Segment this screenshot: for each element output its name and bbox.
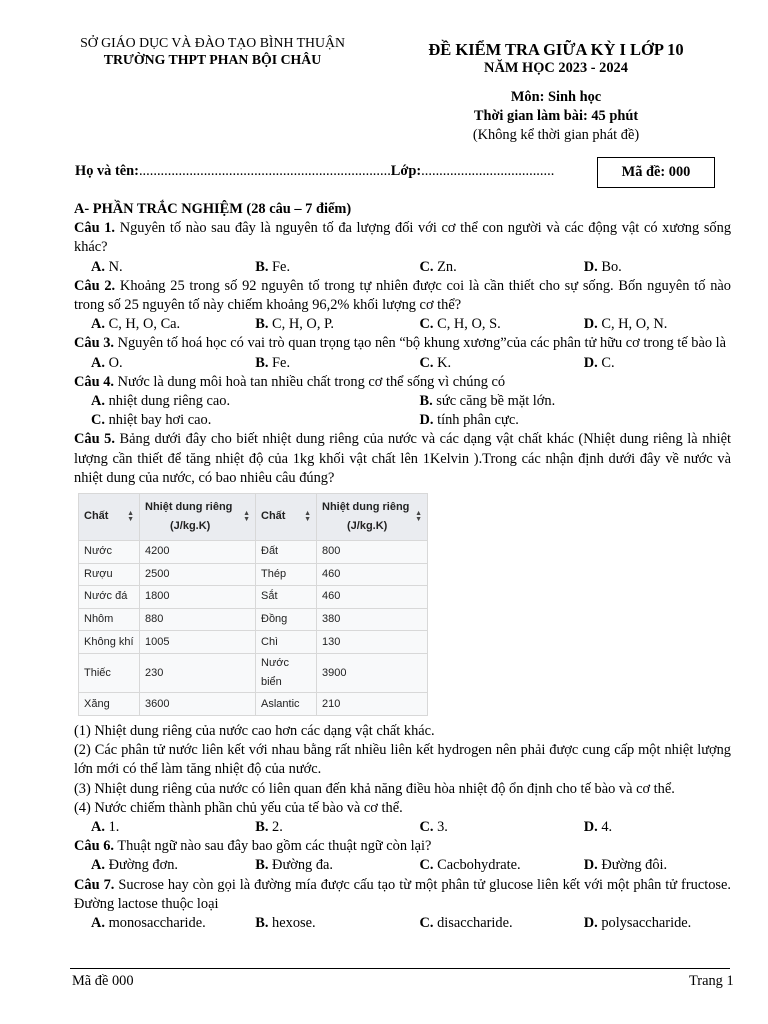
table-cell: Aslantic: [256, 693, 317, 716]
table-cell: 3900: [317, 654, 428, 693]
option-text: Đường đa.: [268, 857, 334, 874]
column-header-unit: (J/kg.K): [170, 520, 211, 533]
option-text: disaccharide.: [433, 915, 513, 932]
option-letter: B.: [255, 316, 269, 333]
table-cell: 2500: [140, 563, 256, 586]
table-cell: 460: [317, 563, 428, 586]
sort-icon: ▲ ▼: [304, 510, 311, 524]
question-text: Sucrose hay còn gọi là đường mía được cấu tạo từ một phân tử glucose liên kết với một phân tử fructose. Đường lactose thuộc loại: [74, 876, 732, 912]
name-field: ......................................................................: [138, 163, 391, 179]
option-text: polysaccharide.: [597, 915, 692, 932]
question-6-options: [74, 856, 731, 875]
option-text: N.: [105, 258, 123, 275]
table-row: [79, 563, 428, 586]
option-text: Bo.: [597, 258, 622, 275]
column-header[interactable]: [256, 494, 317, 541]
table-cell: 460: [317, 586, 428, 609]
option-letter: D.: [583, 316, 598, 333]
option-b: [238, 856, 402, 875]
heat-capacity-table: [78, 493, 428, 716]
sort-icon: ▲ ▼: [415, 510, 422, 524]
option-text: C, H, O, N.: [597, 316, 668, 333]
option-text: C, H, O, P.: [268, 316, 335, 333]
sort-icon: ▲ ▼: [243, 510, 250, 524]
question-label: Câu 5.: [74, 431, 115, 448]
option-a: [74, 818, 238, 837]
question-text: Nguyên tố nào sau đây là nguyên tố đa lượng đối với cơ thể con người và các động vật có xương sống khác?: [74, 220, 732, 256]
statement-1: (1) Nhiệt dung riêng của nước cao hơn các dạng vật chất khác.: [74, 723, 435, 740]
question-text: Nguyên tố hoá học có vai trò quan trọng tạo nên “bộ khung xương”của các phân tử hữu cơ trong tế bào là: [113, 335, 727, 352]
option-text: sức căng bề mặt lớn.: [432, 393, 556, 410]
column-header-label: Nhiệt dung riêng: [145, 500, 233, 513]
table-cell: 210: [317, 693, 428, 716]
question-label: Câu 3.: [74, 335, 114, 352]
option-letter: A.: [91, 316, 105, 333]
table-cell: Đất: [256, 541, 317, 564]
table-cell: Sắt: [256, 586, 317, 609]
question-label: Câu 4.: [74, 373, 114, 390]
question-7-options: [74, 914, 731, 933]
table-row: [79, 586, 428, 609]
question-7: [74, 876, 731, 914]
table-cell: Không khí: [79, 631, 140, 654]
footer-exam-code: Mã đề 000: [72, 973, 134, 989]
header-left: [60, 34, 365, 68]
question-label: Câu 6.: [74, 838, 114, 855]
table-cell: Xăng: [79, 693, 140, 716]
option-text: Cacbohydrate.: [433, 857, 521, 874]
exam-body: [74, 200, 731, 933]
footer-divider: [70, 968, 730, 969]
option-letter: B.: [419, 393, 433, 410]
statement-4: (4) Nước chiếm thành phần chủ yếu của tế bào và cơ thể.: [74, 799, 403, 816]
option-letter: C.: [419, 819, 434, 836]
option-text: C, H, O, Ca.: [105, 316, 181, 333]
duration-note: (Không kể thời gian phát đề): [472, 127, 640, 143]
question-label: Câu 1.: [74, 220, 116, 237]
option-c: [403, 354, 567, 373]
table-cell: Chì: [256, 631, 317, 654]
question-6: [74, 837, 731, 856]
option-letter: C.: [419, 258, 434, 275]
option-letter: B.: [255, 915, 269, 932]
option-letter: D.: [583, 819, 598, 836]
table-cell: 1800: [140, 586, 256, 609]
option-c: [403, 856, 567, 875]
table-cell: Nhôm: [79, 608, 140, 631]
column-header-label: Nhiệt dung riêng: [322, 500, 410, 513]
table-row: [79, 654, 428, 693]
option-letter: D.: [583, 258, 598, 275]
question-4-options-row1: [74, 392, 731, 411]
option-text: nhiệt bay hơi cao.: [105, 412, 212, 429]
duration: Thời gian làm bài: 45 phút: [473, 108, 639, 124]
option-text: Fe.: [268, 354, 291, 371]
option-c: [403, 258, 567, 277]
option-text: C.: [597, 354, 615, 371]
option-text: O.: [105, 354, 123, 371]
option-letter: C.: [91, 412, 105, 429]
footer-page-number: Trang 1: [689, 973, 734, 989]
table-cell: 4200: [140, 541, 256, 564]
option-letter: B.: [255, 258, 269, 275]
column-header[interactable]: [317, 494, 428, 541]
option-c: [403, 315, 567, 334]
table-header-row: [79, 494, 428, 541]
option-d: [567, 258, 731, 277]
table-cell: Rượu: [79, 563, 140, 586]
option-d: [567, 354, 731, 373]
department-name: SỞ GIÁO DỤC VÀ ĐÀO TẠO BÌNH THUẬN: [80, 35, 345, 50]
option-text: Zn.: [433, 258, 457, 275]
table-row: [79, 693, 428, 716]
option-b: [238, 315, 402, 334]
exam-title: ĐỀ KIỂM TRA GIỮA KỲ I LỚP 10: [428, 40, 684, 59]
table-cell: 800: [317, 541, 428, 564]
option-a: [74, 914, 238, 933]
section-title: A- PHẦN TRẮC NGHIỆM (28 câu – 7 điểm): [74, 201, 352, 217]
column-header-unit: (J/kg.K): [347, 520, 388, 533]
option-text: C, H, O, S.: [433, 316, 501, 333]
student-info-line: [75, 163, 554, 180]
question-text: Thuật ngữ nào sau đây bao gồm các thuật ngữ còn lại?: [113, 838, 432, 855]
sort-icon: ▲ ▼: [127, 510, 134, 524]
option-a: [74, 354, 238, 373]
school-year: NĂM HỌC 2023 - 2024: [484, 60, 628, 76]
class-label: Lớp:: [390, 163, 422, 179]
option-text: 1.: [105, 819, 120, 836]
table-cell: 3600: [140, 693, 256, 716]
option-letter: C.: [419, 316, 434, 333]
option-letter: C.: [419, 857, 434, 874]
question-4-options-row2: [74, 411, 731, 430]
option-c: [403, 914, 567, 933]
option-letter: A.: [91, 258, 105, 275]
statement-3: (3) Nhiệt dung riêng của nước có liên quan đến khả năng điều hòa nhiệt độ ổn định cho tế bào và cơ thể.: [74, 780, 675, 797]
column-header[interactable]: [140, 494, 256, 541]
column-header-label: Chất: [261, 510, 286, 523]
question-5-options: [74, 818, 731, 837]
option-a: [74, 392, 403, 411]
subject: Môn: Sinh học: [510, 89, 602, 105]
option-text: nhiệt dung riêng cao.: [105, 393, 231, 410]
table-cell: Nước: [79, 541, 140, 564]
option-letter: A.: [91, 354, 105, 371]
table-row: [79, 608, 428, 631]
option-c: [403, 818, 567, 837]
option-d: [567, 315, 731, 334]
question-1-options: [74, 258, 731, 277]
question-3-options: [74, 354, 731, 373]
option-text: Đường đơn.: [105, 857, 178, 874]
option-letter: A.: [91, 393, 105, 410]
option-letter: B.: [255, 857, 269, 874]
exam-code-box: Mã đề: 000: [597, 157, 715, 188]
table-cell: 1005: [140, 631, 256, 654]
option-letter: C.: [419, 354, 434, 371]
option-text: 3.: [433, 819, 448, 836]
option-letter: D.: [583, 354, 598, 371]
class-field: .....................................: [421, 163, 555, 179]
option-text: 4.: [597, 819, 613, 836]
option-a: [74, 315, 238, 334]
header-right: [400, 40, 712, 145]
question-2: [74, 277, 731, 315]
table-cell: 230: [140, 654, 256, 693]
option-text: monosaccharide.: [105, 915, 206, 932]
option-letter: C.: [419, 915, 434, 932]
question-2-options: [74, 315, 731, 334]
table-cell: 380: [317, 608, 428, 631]
option-letter: D.: [419, 412, 434, 429]
column-header[interactable]: [79, 494, 140, 541]
table-cell: Đồng: [256, 608, 317, 631]
option-text: tính phân cực.: [433, 412, 519, 429]
statement-2: (2) Các phân tử nước liên kết với nhau bằng rất nhiều liên kết hydrogen nên phải được cung cấp một nhiệt lượng lớn mới có thể làm tăng nhiệt độ của nước.: [74, 742, 731, 778]
table-cell: Nước biển: [256, 654, 317, 693]
option-letter: B.: [255, 354, 269, 371]
option-b: [238, 354, 402, 373]
option-a: [74, 856, 238, 875]
option-text: K.: [433, 354, 452, 371]
option-text: Đường đôi.: [597, 857, 668, 874]
school-name: TRƯỜNG THPT PHAN BỘI CHÂU: [103, 52, 322, 67]
option-b: [238, 818, 402, 837]
question-text: Khoảng 25 trong số 92 nguyên tố trong tự nhiên được coi là cần thiết cho sự sống. Bốn nguyên tố nào trong số 25 nguyên tố này chiếm khoảng 96,2% khối lượng cơ thể?: [74, 277, 731, 314]
option-letter: D.: [583, 857, 598, 874]
question-1: [74, 219, 731, 257]
option-letter: A.: [91, 857, 105, 874]
table-cell: Nước đá: [79, 586, 140, 609]
option-text: hexose.: [268, 915, 316, 932]
question-4: [74, 373, 731, 392]
table-cell: Thép: [256, 563, 317, 586]
option-c: [74, 411, 403, 430]
option-b: [238, 914, 402, 933]
option-text: 2.: [268, 819, 283, 836]
option-d: [403, 411, 732, 430]
option-b: [238, 258, 402, 277]
column-header-label: Chất: [84, 510, 109, 523]
question-label: Câu 2.: [74, 277, 116, 294]
option-b: [403, 392, 732, 411]
option-letter: B.: [255, 819, 269, 836]
question-5: [74, 430, 731, 488]
question-text: Bảng dưới đây cho biết nhiệt dung riêng của nước và các dạng vật chất khác (Nhiệt dung riêng là nhiệt lượng cần thiết để tăng nhiệt độ của 1kg khối vật chất lên 1Kelvin ).Trong các nhận định dưới đây về nước và nhiệt dung của nước, có bao nhiêu câu đúng?: [74, 431, 731, 486]
table-row: [79, 631, 428, 654]
table-cell: 880: [140, 608, 256, 631]
question-3: [74, 334, 731, 353]
option-letter: A.: [91, 819, 105, 836]
option-d: [567, 818, 731, 837]
question-text: Nước là dung môi hoà tan nhiều chất trong cơ thể sống vì chúng có: [113, 373, 506, 390]
table-row: [79, 541, 428, 564]
option-d: [567, 856, 731, 875]
option-a: [74, 258, 238, 277]
name-label: Họ và tên:: [75, 163, 139, 179]
option-text: Fe.: [268, 258, 291, 275]
option-letter: D.: [583, 915, 598, 932]
option-d: [567, 914, 731, 933]
table-cell: Thiếc: [79, 654, 140, 693]
table-cell: 130: [317, 631, 428, 654]
question-label: Câu 7.: [74, 876, 115, 893]
option-letter: A.: [91, 915, 105, 932]
